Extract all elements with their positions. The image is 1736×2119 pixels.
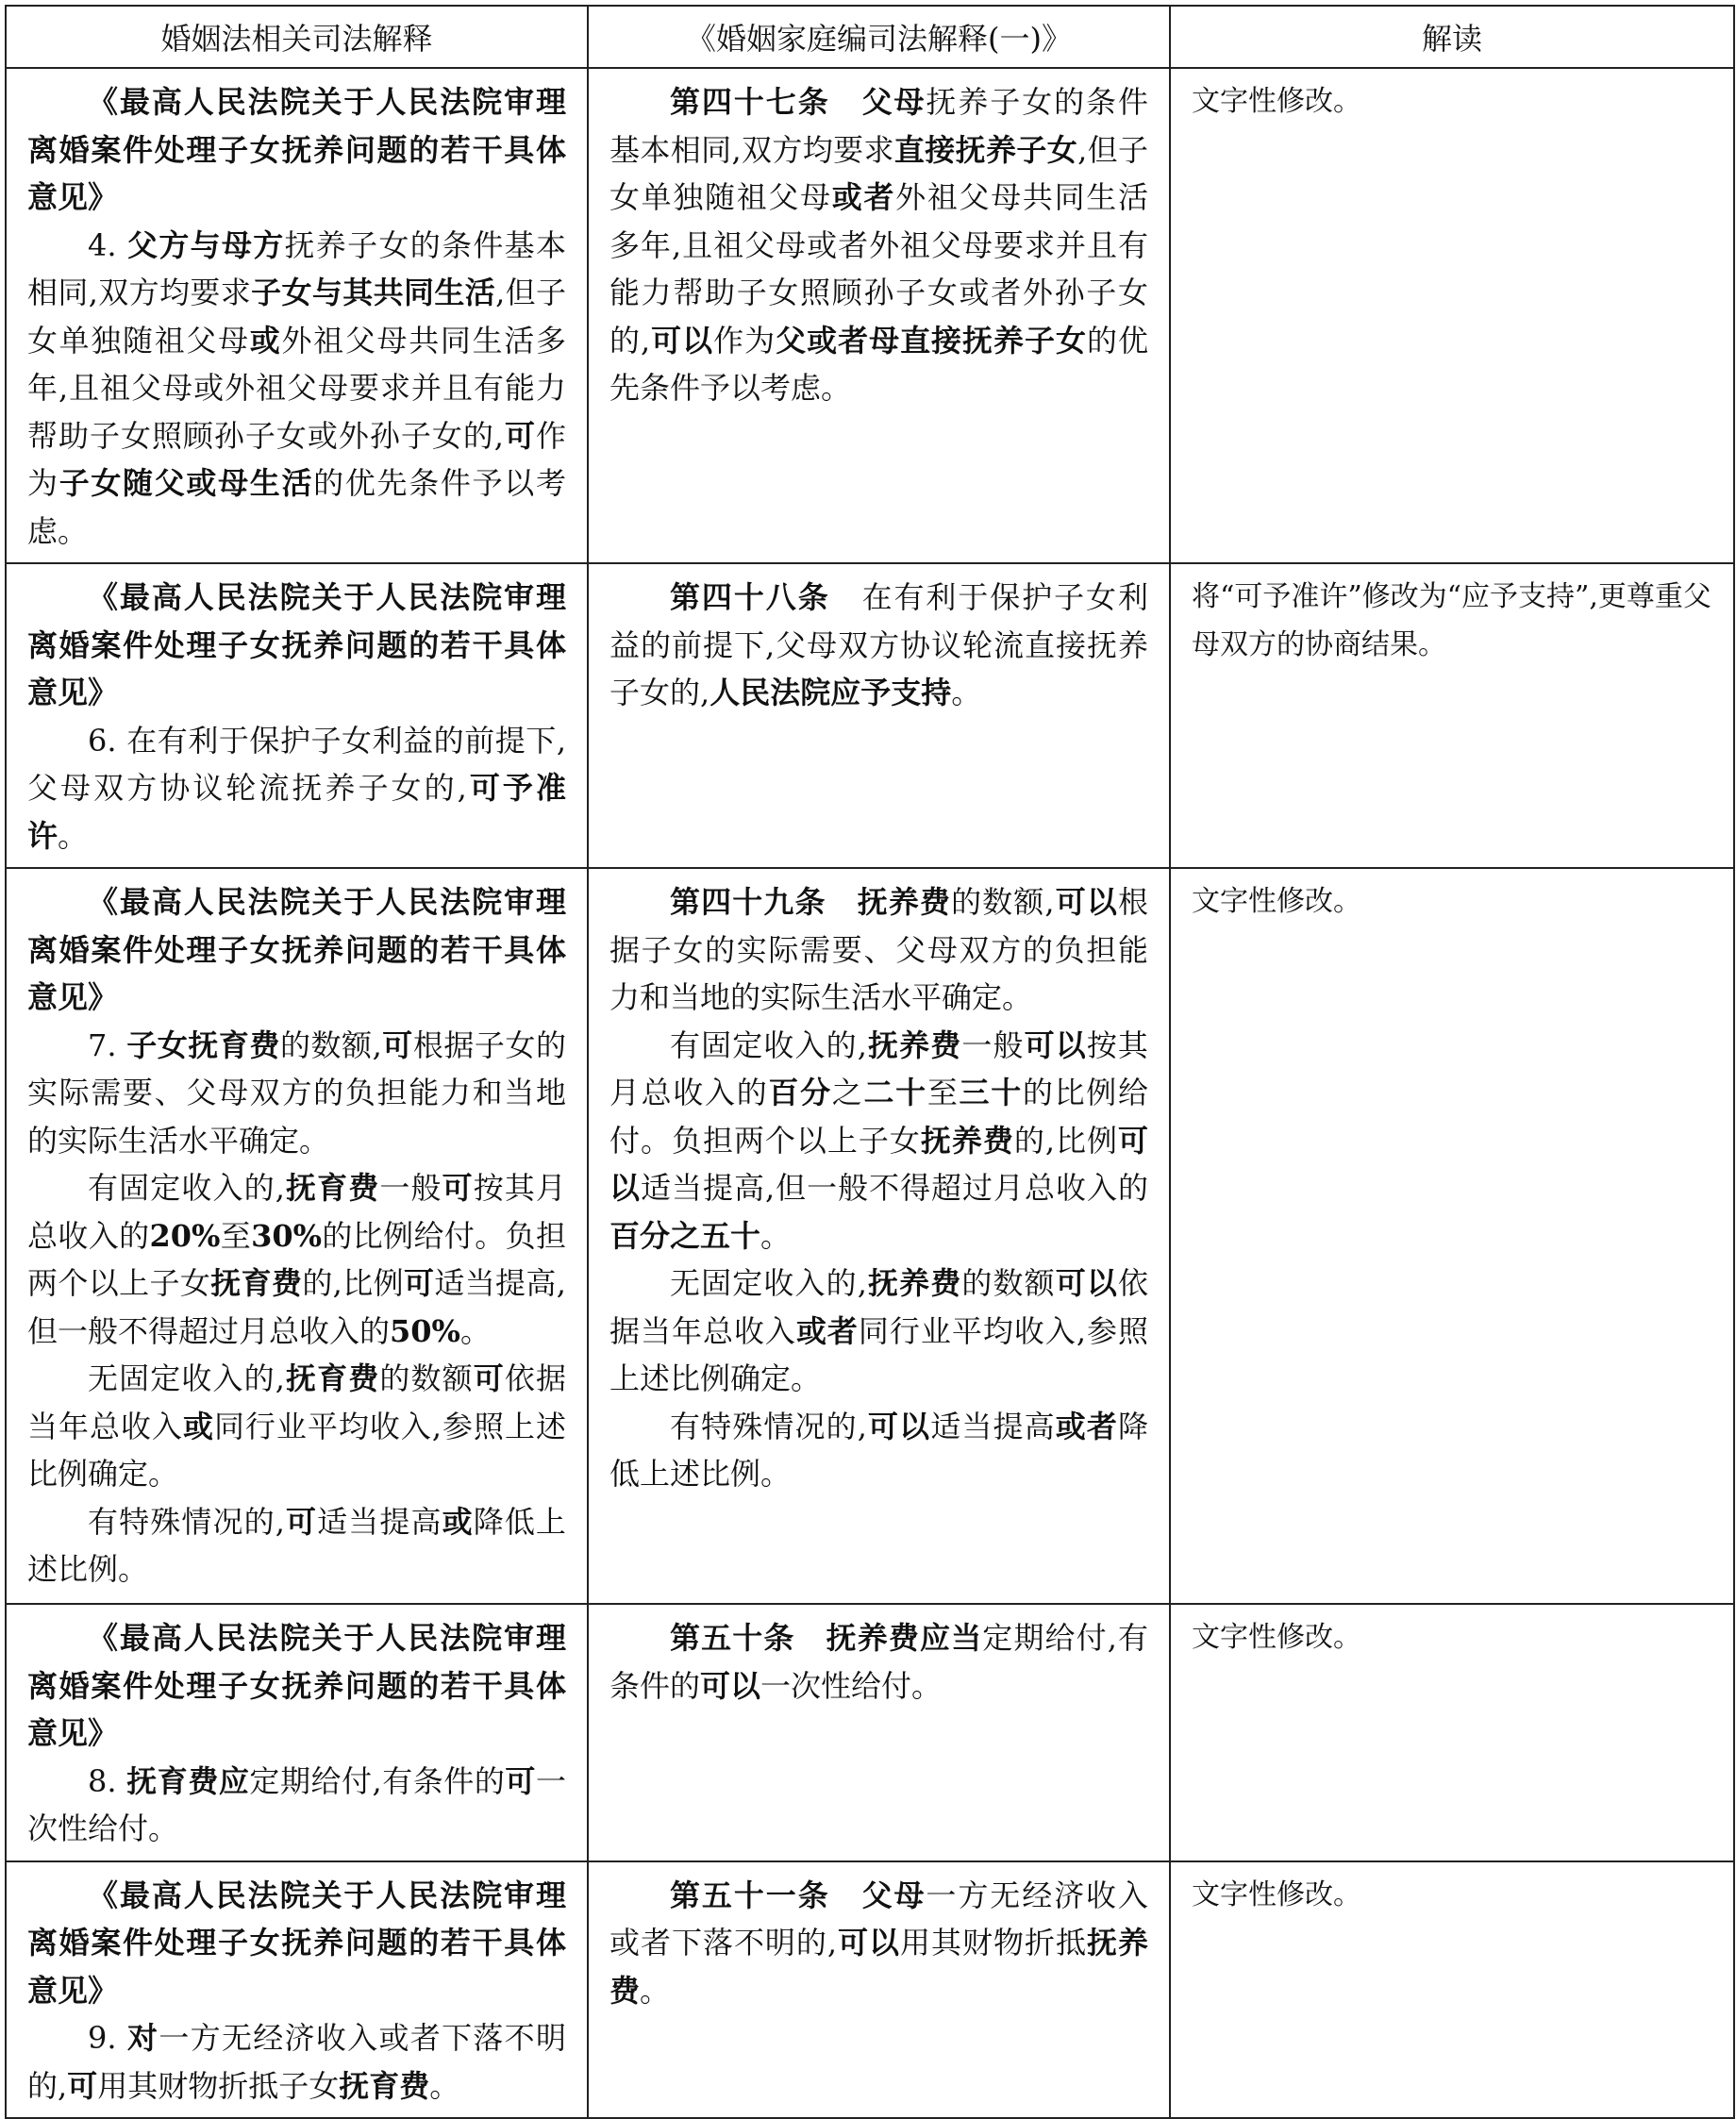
bold-text: 父母 xyxy=(861,1877,926,1913)
new-provision-cell xyxy=(588,563,1170,868)
provision-paragraph xyxy=(27,1758,566,1853)
text-segment: 同行业平均收入,参照上述比例确定。 xyxy=(27,1408,566,1492)
source-title xyxy=(27,1614,566,1758)
bold-text: 百分 xyxy=(768,1075,832,1110)
new-provision-cell xyxy=(588,1861,1170,2119)
bold-text: 《最高人民法院关于人民法院审理离婚案件处理子女抚养问题的若干具体意见》 xyxy=(27,579,566,710)
text-segment: 根据子女的实际需要、父母双方的负担能力和当地的实际生活水平确定。 xyxy=(27,1026,566,1159)
bold-text: 父方与母方 xyxy=(127,226,285,263)
bold-text: 三十 xyxy=(959,1075,1023,1110)
bold-text: 抚养费 xyxy=(857,884,952,920)
bold-text: 或 xyxy=(442,1503,474,1540)
text-segment: 至 xyxy=(926,1075,960,1110)
provision-paragraph xyxy=(609,78,1148,412)
text-segment: 定期给付,有条件的 xyxy=(609,1620,1148,1704)
bold-text: 子女随父或母生活 xyxy=(58,465,314,501)
bold-text: 第四十八条 xyxy=(670,579,862,615)
text-segment: 至 xyxy=(220,1217,252,1254)
text-segment: 一般 xyxy=(961,1026,1025,1063)
bold-text: 父母 xyxy=(861,84,926,120)
source-title xyxy=(27,78,566,222)
text-segment: 。 xyxy=(760,1217,792,1254)
bold-text: 可以 xyxy=(1024,1026,1087,1063)
old-provision-cell xyxy=(6,1861,588,2119)
text-segment: 。 xyxy=(951,675,982,710)
text-segment: ,但子女单独随祖父母 xyxy=(609,131,1148,215)
text-segment: 一方无经济收入或者下落不明的, xyxy=(27,2020,566,2104)
text-segment: 的比例给付。负担两个以上子女 xyxy=(27,1217,566,1301)
table-row xyxy=(6,1861,1734,2119)
text-segment: 按其月总收入的 xyxy=(27,1170,566,1254)
provision-paragraph xyxy=(609,1614,1148,1710)
bold-text: 或者 xyxy=(1055,1408,1118,1444)
bold-text: 可以 xyxy=(1055,1265,1118,1301)
text-segment: 定期给付,有条件的 xyxy=(249,1762,506,1799)
text-segment: 的优先条件予以考虑。 xyxy=(27,465,566,549)
bold-text: 可 xyxy=(505,1762,536,1799)
bold-text: 可 xyxy=(473,1360,505,1396)
source-title xyxy=(27,1872,566,2015)
bold-text: 抚育费 xyxy=(284,1170,380,1206)
provision-paragraph xyxy=(27,1355,566,1498)
source-title xyxy=(27,878,566,1022)
text-segment: 作为 xyxy=(27,417,566,501)
table-row xyxy=(6,1604,1734,1861)
text-segment: 9. xyxy=(88,2020,128,2056)
bold-text: 抚养费 xyxy=(866,1265,962,1301)
text-segment: 抚养子女的条件基本相同,双方均要求 xyxy=(27,226,566,310)
text-segment: 作为 xyxy=(713,322,776,359)
text-segment: 有特殊情况的, xyxy=(670,1408,867,1444)
bold-text: 50% xyxy=(390,1312,460,1349)
text-segment: 。 xyxy=(58,817,89,854)
provision-paragraph xyxy=(609,1260,1148,1403)
text-segment: 的数额 xyxy=(379,1360,474,1396)
bold-text: 抚养费应当 xyxy=(826,1620,983,1656)
text-segment: 一方无经济收入或者下落不明的, xyxy=(609,1877,1148,1960)
bold-text: 抚育费 xyxy=(210,1265,303,1301)
provision-paragraph xyxy=(27,1164,566,1355)
bold-text: 或 xyxy=(182,1408,214,1444)
text-segment: 按其月总收入的 xyxy=(609,1026,1148,1110)
text-segment: 7. xyxy=(88,1026,127,1063)
header-commentary: 解读 xyxy=(1170,6,1734,68)
text-segment: 同行业平均收入,参照上述比例确定。 xyxy=(609,1312,1148,1396)
text-segment: 的数额 xyxy=(961,1265,1056,1301)
provision-paragraph xyxy=(27,1022,566,1165)
bold-text: 可 xyxy=(381,1026,413,1063)
bold-text: 可予准许 xyxy=(27,770,566,854)
bold-text: 子女与其共同生活 xyxy=(251,275,496,310)
text-segment: 之 xyxy=(831,1075,864,1110)
commentary-cell: 文字性修改。 xyxy=(1170,1861,1734,2119)
commentary-cell: 文字性修改。 xyxy=(1170,68,1734,563)
bold-text: 可 xyxy=(503,417,536,454)
bold-text: 第四十七条 xyxy=(670,84,862,120)
bold-text: 30% xyxy=(251,1217,323,1254)
bold-text: 抚养费 xyxy=(866,1026,962,1063)
provision-paragraph xyxy=(609,1022,1148,1260)
commentary-cell: 文字性修改。 xyxy=(1170,868,1734,1604)
text-segment: 一次性给付。 xyxy=(27,1762,566,1846)
bold-text: 抚育费 xyxy=(339,2067,430,2104)
text-segment: 用其财物折抵 xyxy=(900,1925,1087,1960)
bold-text: 父或者母直接抚养子女 xyxy=(776,322,1087,359)
bold-text: 二十 xyxy=(863,1075,927,1110)
text-segment: 4. xyxy=(88,226,128,263)
text-segment: 的数额, xyxy=(951,884,1055,920)
provision-paragraph xyxy=(27,717,566,860)
old-provision-cell xyxy=(6,868,588,1604)
bold-text: 可以 xyxy=(866,1408,931,1444)
table-row xyxy=(6,563,1734,868)
text-segment: 的,比例 xyxy=(1013,1122,1118,1159)
bold-text: 20% xyxy=(149,1217,221,1254)
text-segment: 有固定收入的, xyxy=(670,1026,867,1063)
bold-text: 可 xyxy=(403,1265,435,1301)
bold-text: 直接抚养子女 xyxy=(893,131,1078,168)
provision-paragraph xyxy=(609,1872,1148,2015)
bold-text: 可以 xyxy=(837,1925,901,1960)
comparison-table xyxy=(5,5,1735,2119)
bold-text: 百分之五十 xyxy=(609,1217,761,1254)
text-segment: 的,比例 xyxy=(302,1265,404,1301)
bold-text: 可以 xyxy=(700,1667,761,1704)
old-provision-cell xyxy=(6,563,588,868)
bold-text: 人民法院应予支持 xyxy=(709,675,952,710)
provision-paragraph xyxy=(609,1403,1148,1498)
bold-text: 可 xyxy=(284,1503,318,1540)
bold-text: 可 xyxy=(442,1170,474,1206)
old-provision-cell xyxy=(6,1604,588,1861)
bold-text: 可以 xyxy=(650,322,714,359)
bold-text: 抚育费 xyxy=(284,1360,380,1396)
bold-text: 抚养费 xyxy=(609,1925,1148,2009)
bold-text: 或者 xyxy=(831,179,896,215)
bold-text: 第四十九条 xyxy=(670,884,858,920)
text-segment: 。 xyxy=(459,1312,491,1349)
table-row xyxy=(6,68,1734,563)
bold-text: 或者 xyxy=(795,1312,859,1349)
bold-text: 《最高人民法院关于人民法院审理离婚案件处理子女抚养问题的若干具体意见》 xyxy=(27,84,566,215)
text-segment: 外祖父母共同生活多年,且祖父母或者外祖父母要求并且有能力帮助子女照顾孙子女或者外孙子女的, xyxy=(609,179,1148,359)
bold-text: 可以 xyxy=(609,1122,1148,1206)
commentary-cell: 将“可予准许”修改为“应予支持”,更尊重父母双方的协商结果。 xyxy=(1170,563,1734,868)
text-segment: 一次性给付。 xyxy=(760,1667,943,1704)
text-segment: 的数额, xyxy=(279,1026,382,1063)
text-segment: 降低上述比例。 xyxy=(609,1408,1148,1492)
text-segment: 有特殊情况的, xyxy=(88,1503,285,1540)
new-provision-cell xyxy=(588,868,1170,1604)
bold-text: 《最高人民法院关于人民法院审理离婚案件处理子女抚养问题的若干具体意见》 xyxy=(27,884,566,1015)
text-segment: 降低上述比例。 xyxy=(27,1503,566,1587)
provision-paragraph xyxy=(27,222,566,556)
new-provision-cell xyxy=(588,1604,1170,1861)
bold-text: 第五十条 xyxy=(670,1620,826,1656)
old-provision-cell xyxy=(6,68,588,563)
text-segment: 一般 xyxy=(379,1170,442,1206)
bold-text: 抚育费应 xyxy=(126,1762,250,1799)
provision-paragraph xyxy=(27,2014,566,2110)
bold-text: 《最高人民法院关于人民法院审理离婚案件处理子女抚养问题的若干具体意见》 xyxy=(27,1620,566,1751)
new-provision-cell xyxy=(588,68,1170,563)
text-segment: 无固定收入的, xyxy=(670,1265,867,1301)
commentary-cell: 文字性修改。 xyxy=(1170,1604,1734,1861)
text-segment: 8. xyxy=(88,1762,127,1799)
text-segment: 有固定收入的, xyxy=(88,1170,285,1206)
text-segment: 在有利于保护子女利益的前提下,父母双方协议轮流直接抚养子女的, xyxy=(609,579,1148,710)
header-old-interpretation: 婚姻法相关司法解释 xyxy=(6,6,588,68)
text-segment: 适当提高 xyxy=(930,1408,1056,1444)
bold-text: 抚养费 xyxy=(920,1122,1014,1159)
source-title xyxy=(27,574,566,717)
text-segment: ,但子女单独随祖父母 xyxy=(27,275,566,359)
bold-text: 子女抚育费 xyxy=(126,1026,280,1063)
text-segment: 6. 在有利于保护子女利益的前提下,父母双方协议轮流抚养子女的, xyxy=(27,722,566,806)
text-segment: 适当提高,但一般不得超过月总收入的 xyxy=(27,1265,566,1349)
text-segment: 适当提高,但一般不得超过月总收入的 xyxy=(641,1170,1148,1206)
text-segment: 依据当年总收入 xyxy=(609,1265,1148,1349)
text-segment: 抚养子女的条件基本相同,双方均要求 xyxy=(609,84,1148,168)
bold-text: 或 xyxy=(249,322,282,359)
provision-paragraph xyxy=(609,878,1148,1022)
text-segment: 的优先条件予以考虑。 xyxy=(609,322,1148,406)
provision-paragraph xyxy=(609,574,1148,717)
text-segment: 的比例给付。负担两个以上子女 xyxy=(609,1075,1148,1159)
bold-text: 《最高人民法院关于人民法院审理离婚案件处理子女抚养问题的若干具体意见》 xyxy=(27,1877,566,2009)
text-segment: 。 xyxy=(429,2067,460,2104)
text-segment: 依据当年总收入 xyxy=(27,1360,566,1444)
text-segment: 根据子女的实际需要、父母双方的负担能力和当地的实际生活水平确定。 xyxy=(609,884,1148,1015)
header-row xyxy=(6,6,1734,68)
text-segment: 。 xyxy=(640,1972,671,2009)
text-segment: 无固定收入的, xyxy=(88,1360,285,1396)
text-segment: 适当提高 xyxy=(317,1503,442,1540)
text-segment: 外祖父母共同生活多年,且祖父母或外祖父母要求并且有能力帮助子女照顾孙子女或外孙子女的, xyxy=(27,322,566,454)
table-header xyxy=(6,6,1734,68)
bold-text: 对 xyxy=(127,2020,159,2056)
bold-text: 可 xyxy=(67,2067,98,2104)
table-row xyxy=(6,868,1734,1604)
bold-text: 第五十一条 xyxy=(670,1877,862,1913)
bold-text: 可以 xyxy=(1054,884,1118,920)
table-body xyxy=(6,68,1734,2118)
provision-paragraph xyxy=(27,1498,566,1593)
header-new-interpretation: 《婚姻家庭编司法解释(一)》 xyxy=(588,6,1170,68)
text-segment: 用其财物折抵子女 xyxy=(97,2067,340,2104)
